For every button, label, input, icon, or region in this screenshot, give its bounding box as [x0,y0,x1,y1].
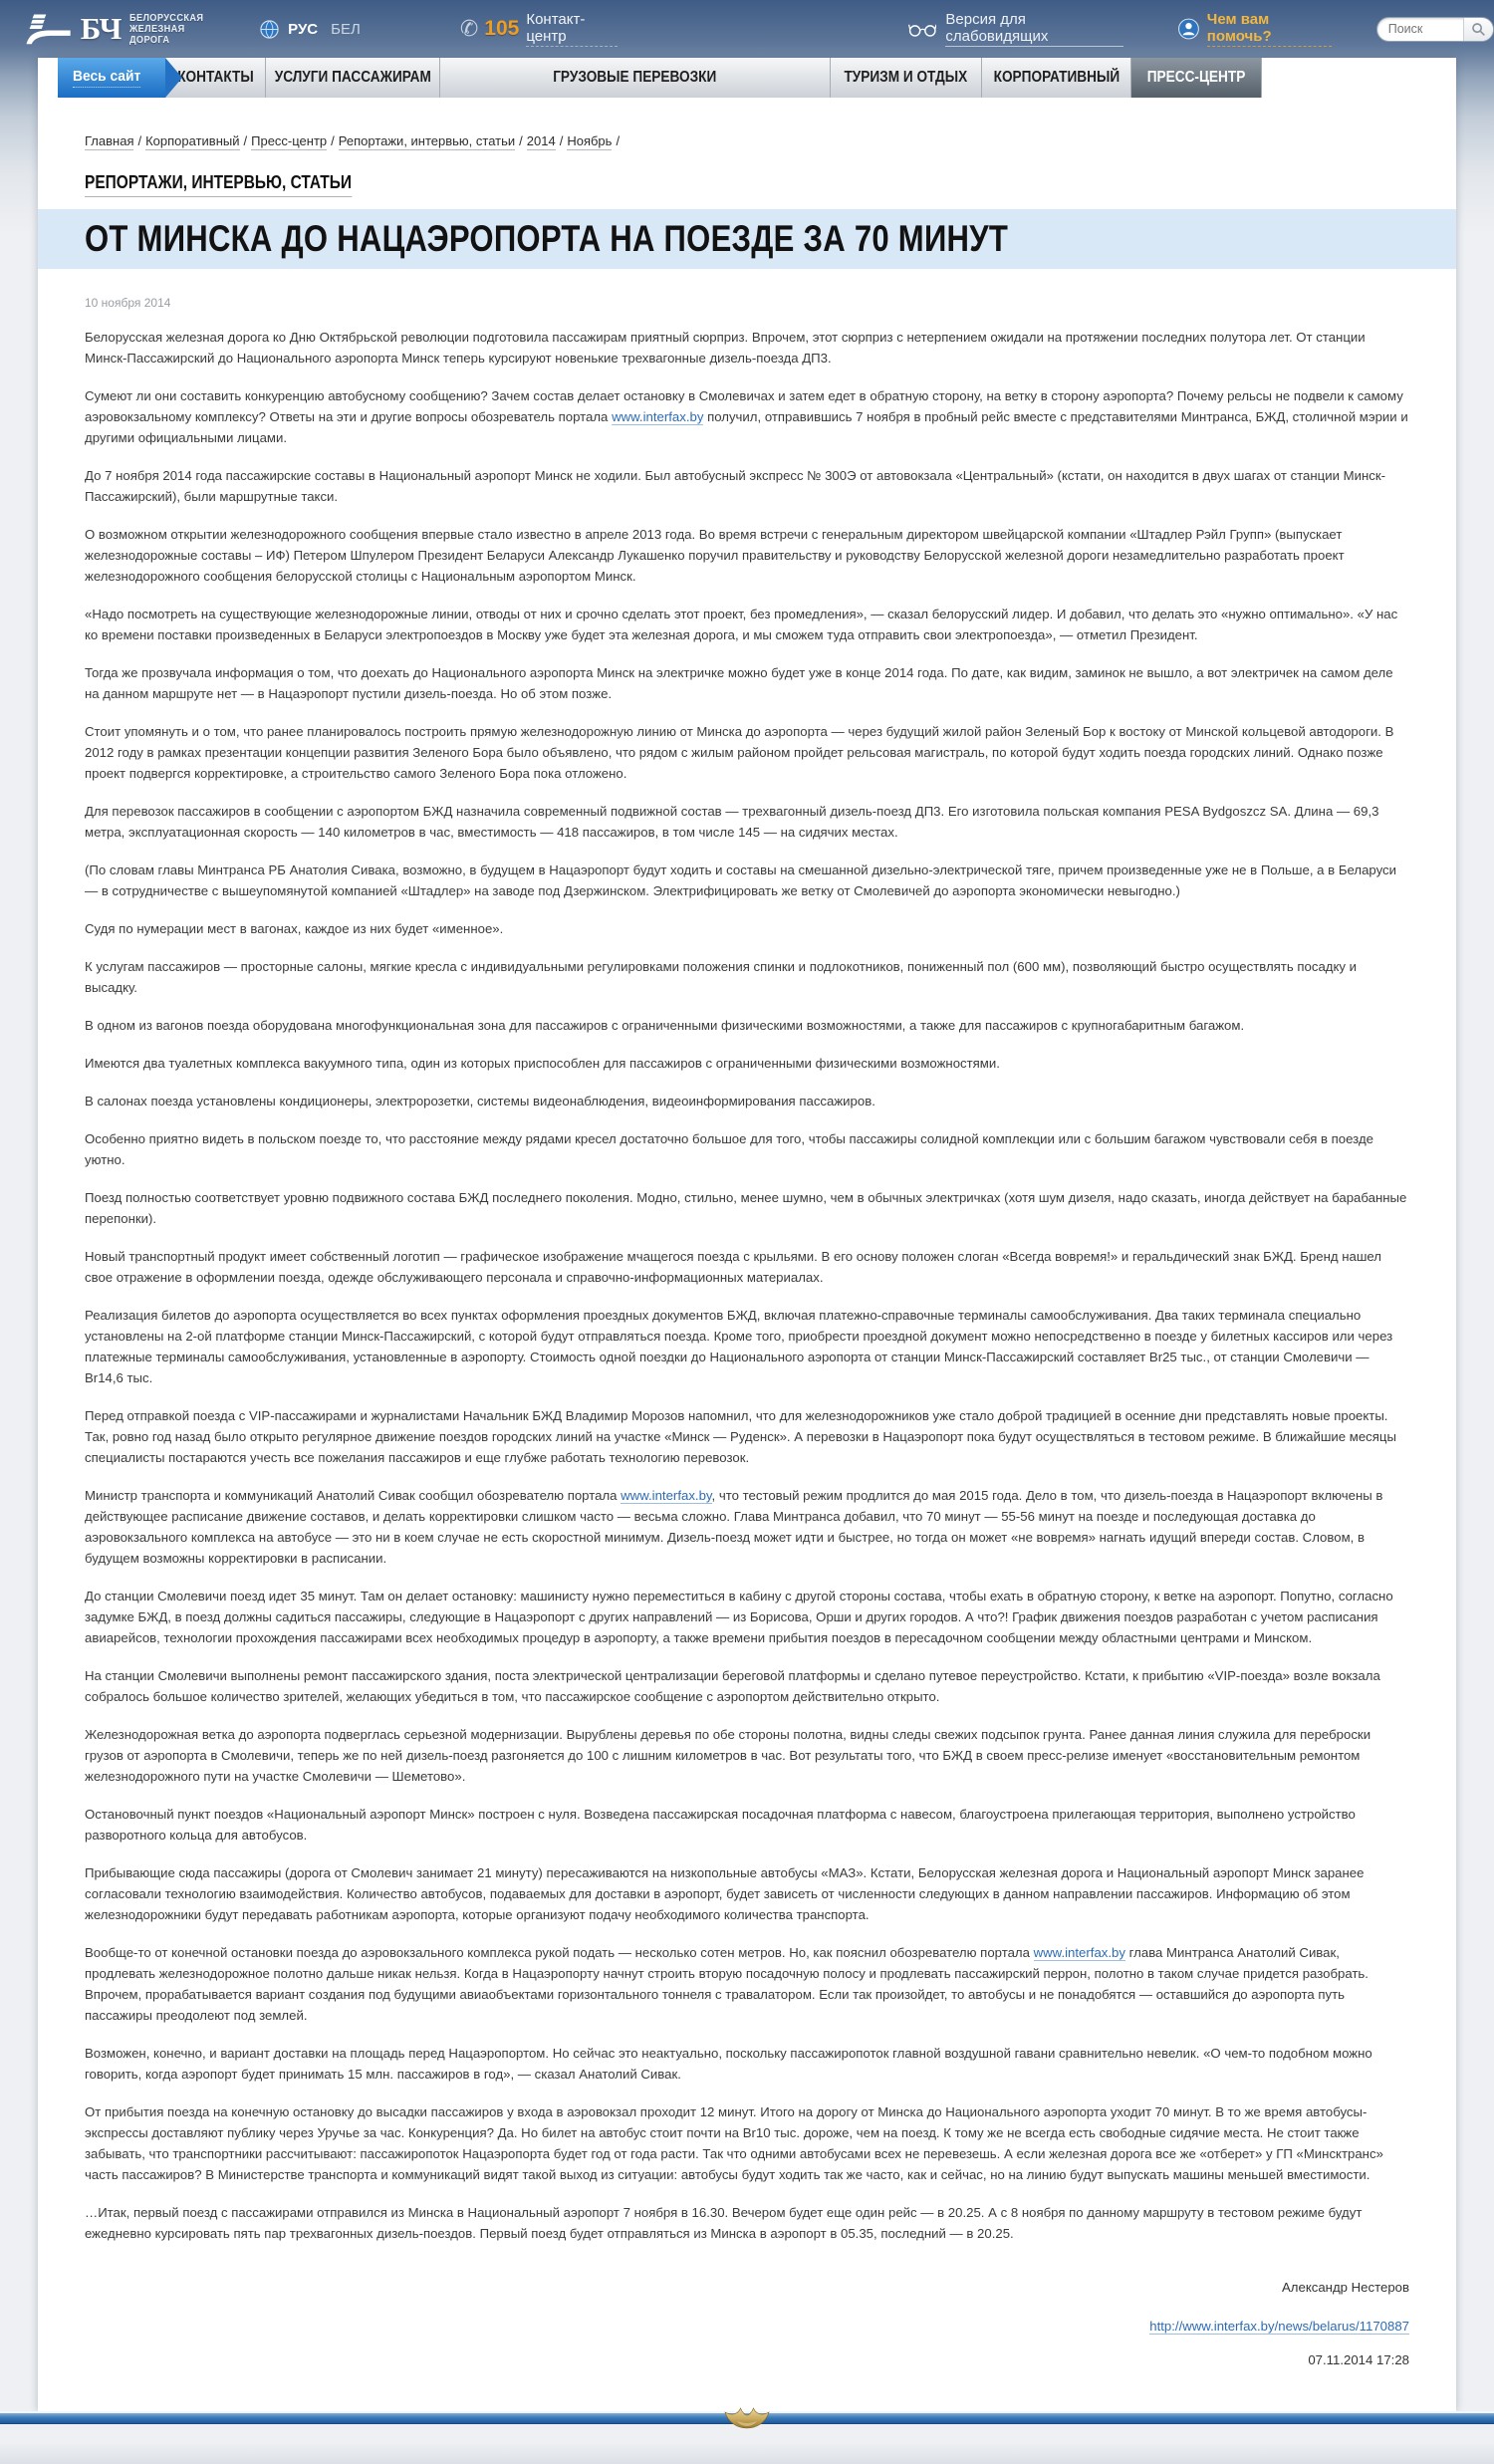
article-title: ОТ МИНСКА ДО НАЦАЭРОПОРТА НА ПОЕЗДЕ ЗА 70 МИНУТ [85,218,1009,259]
top-header-bar [0,0,1494,58]
source-url-link[interactable]: http://www.interfax.by/news/belarus/1170887 [1149,2319,1409,2334]
tab-site-wide-label: Весь сайт [73,68,140,88]
help-label: Чем вам помочь? [1207,11,1332,47]
lang-rus[interactable]: РУС [288,20,319,38]
article-paragraph: Новый транспортный продукт имеет собственный логотип — графическое изображение мчащегося поезда с крыльями. В его основу положен слоган «Всегда вовремя!» и геральдический знак БЖД. Бренд нашел свое отражение в оформлении поезда, одежде обслуживающего персонала и справочно-информационных материалах. [85,1249,1382,1285]
tab-site-wide[interactable] [58,58,165,98]
article-paragraph: Поезд полностью соответствует уровню подвижного состава БЖД последнего поколения. Модно, стильно, менее шумно, чем в обычных электричках (хотя шум дизеля, надо сказать, иногда действует на барабанные перепонки). [85,1190,1407,1226]
article-paragraph: Железнодорожная ветка до аэропорта подверглась серьезной модернизации. Вырублены деревья по обе стороны полотна, видны следы свежих подсыпок грунта. Ранее данная линия служила для переброски грузов от аэропорта в Смолевичи, теперь же по ней дизель-поезд разгоняется до 100 с лишним километров в час. Вот результаты того, что БЖД в своем пресс-релизе именует «восстановительным ремонтом железнодорожного пути на участке Смолевичи — Шеметово». [85,1727,1371,1784]
section-title-link[interactable]: РЕПОРТАЖИ, ИНТЕРВЬЮ, СТАТЬИ [85,172,352,197]
article-paragraph: Белорусская железная дорога ко Дню Октябрьской революции подготовила пассажирам приятный сюрприз. Впрочем, этот сюрприз с нетерпением ожидали на протяжении последних полутора лет. От станции Минск-Пассажирский до Национального аэропорта Минск теперь курсируют новенькие трехвагонные дизель-поезда ДП3. [85,330,1366,366]
article-paragraph: (По словам главы Минтранса РБ Анатолия Сивака, возможно, в будущем в Нацаэропорт будут ходить и составы на смешанной дизельно-электрической тяге, причем произведенные уже не в Польше, а в Беларуси — в сотрудничестве с вышеупомянутой компанией «Штадлер» на заводе под Дзержинском. Электрифицировать же ветку от Смолевичей до аэропорта экономически невыгодно.) [85,862,1396,898]
nav-tab-label: КОНТАКТЫ [176,69,254,86]
nav-tab-4[interactable] [830,58,981,98]
breadcrumb-link[interactable]: Репортажи, интервью, статьи [338,133,516,148]
person-icon [1178,18,1199,40]
article-paragraph: Министр транспорта и коммуникаций Анатолий Сивак сообщил обозревателю портала www.interfax.by, что тестовый режим продлится до мая 2015 года. Дело в том, что дизель-поезда в Нацаэропорт включены в действующее расписание движение составов, и делать корректировки слишком часто — весьма сложно. Глава Минтранса добавил, что 70 минут — 55-56 минут на поезде и последующая доставка до аэровокзального комплекса на автобусе — это ни в коем случае не есть скоростной минимум. Дизель-поезд может идти и быстрее, но тогда он может «не вовремя» нагнать идущий впереди состав. Словом, в будущем возможны корректировки в расписании. [85,1488,1383,1566]
article-paragraph: Сумеют ли они составить конкуренцию автобусному сообщению? Зачем состав делает остановку в Смолевичах и затем едет в обратную сторону, на ветку в сторону аэропорта? Почему рельсы не подвели к самому аэровокзальному комплексу? Ответы на эти и другие вопросы обозреватель портала www.interfax.by получил, отправившись 7 ноября в пробный рейс вместе с представителями Минтранса, БЖД, столичной мэрии и другими официальными лицами. [85,388,1408,445]
article-paragraph: Для перевозок пассажиров в сообщении с аэропортом БЖД назначила современный подвижной состав — трехвагонный дизель-поезд ДП3. Его изготовила польская компания PESA Bydgoszcz SA. Длина — 69,3 метра, эксплуатационная скорость — 140 километров в час, вместимость — 418 пассажиров, в том числе 145 — на сидячих местах. [85,804,1379,840]
breadcrumb-separator: / [559,133,564,148]
nav-tab-5[interactable] [981,58,1130,98]
article-body [85,327,1409,2244]
contact-center [460,11,618,47]
article-paragraph: Остановочный пункт поездов «Национальный аэропорт Минск» построен с нуля. Возведена пассажирская посадочная платформа с навесом, благоустроена прилегающая территория, выполнено устройство разворотного кольца для автобусов. [85,1807,1356,1843]
breadcrumb-separator: / [137,133,142,148]
article-paragraph: До 7 ноября 2014 года пассажирские составы в Национальный аэропорт Минск не ходили. Был автобусный экспресс № 300Э от автовокзала «Центральный» (кстати, он находится в двух шагах от станции Минск-Пассажирский), были маршрутные такси. [85,468,1386,504]
contact-center-link[interactable]: Контакт-центр [526,11,618,47]
gold-wings-emblem-icon [723,2403,771,2431]
breadcrumb-separator: / [519,133,523,148]
breadcrumb [85,98,1409,148]
search-input[interactable] [1377,22,1463,36]
breadcrumb-link[interactable]: Пресс-центр [251,133,328,148]
article-title-band [38,209,1456,269]
nav-tab-2[interactable] [265,58,439,98]
accessibility-link[interactable] [908,11,1123,47]
language-switcher [260,20,361,39]
logo-name: БЕЛОРУССКАЯ ЖЕЛЕЗНАЯ ДОРОГА [129,12,204,46]
lang-bel[interactable]: БЕЛ [331,20,361,38]
footer-bar [0,2411,1494,2424]
article-paragraph: Тогда же прозвучала информация о том, что доехать до Национального аэропорта Минск на электричке можно будет уже в конце 2014 года. По дате, как видим, заминок не вышло, а вот электричек на самом деле на данном маршруте нет — в Нацаэропорт пустили дизель-поезда. Но об этом позже. [85,665,1393,701]
nav-tab-label: ПРЕСС-ЦЕНТР [1146,69,1246,86]
bch-logo[interactable] [25,9,230,49]
inline-link[interactable]: www.interfax.by [1033,1945,1125,1960]
contact-phone: 105 [484,17,520,40]
inline-link[interactable]: www.interfax.by [621,1488,712,1503]
article-paragraph: Перед отправкой поезда с VIP-пассажирами и журналистами Начальник БЖД Владимир Морозов напомнил, что для железнодорожников уже стало доброй традицией в осенние дни представлять новые проекты. Так, ровно год назад было открыто регулярное движение поездов городских линий на участке «Минск — Руденск». А перевозки в Нацаэропорт пока будут осуществляться в тестовом режиме. В ближайшие месяцы специалисты постараются учесть все пожелания пассажиров и еще глубже работать технологию перевозок. [85,1408,1396,1465]
article-paragraph: На станции Смолевичи выполнены ремонт пассажирского здания, поста электрической централизации береговой платформы и сделано путевое переустройство. Кстати, к прибытию «VIP-поезда» возле вокзала собралось большое количество зрителей, желающих убедиться в том, что пассажирское сообщение с аэропортом действительно открыто. [85,1668,1380,1704]
article-author: Александр Нестеров [1282,2280,1409,2295]
accessibility-label: Версия для слабовидящих [945,11,1122,47]
article-container [38,98,1456,197]
nav-tab-label: КОРПОРАТИВНЫЙ [993,69,1120,86]
breadcrumb-separator: / [331,133,335,148]
article-paragraph: В салонах поезда установлены кондиционеры, электророзетки, системы видеонаблюдения, видеоинформирования пассажиров. [85,1094,875,1109]
article-paragraph: Возможен, конечно, и вариант доставки на площадь перед Нацаэропортом. Но сейчас это неактуально, поскольку пассажиропоток главной воздушной гавани сравнительно невелик. «О чем-то подобном можно говорить, когда аэропорт будет принимать 15 млн. пассажиров в год», — сказал Анатолий Сивак. [85,2046,1372,2082]
breadcrumb-link[interactable]: 2014 [526,133,556,148]
article-paragraph: К услугам пассажиров — просторные салоны, мягкие кресла с индивидуальными регулировками положения спинки и подлокотников, пониженный пол (600 мм), позволяющий быстро осуществлять посадку и высадку. [85,959,1358,995]
article-paragraph: «Надо посмотреть на существующие железнодорожные линии, отводы от них и срочно сделать этот проект, без промедления», — сказал белорусский лидер. И добавил, что делать это «нужно оптимально». «У нас ко времени поставки произведенных в Беларуси электропоездов в Москву уже будет эта железная дорога, и мы сможем туда отправить свои электропоезда», — отметил Президент. [85,607,1398,642]
source-datetime: 07.11.2014 17:28 [1308,2352,1409,2367]
article-paragraph: Особенно приятно видеть в польском поезде то, что расстояние между рядами кресел достаточно большое для того, чтобы пассажиры солидной комплекции или с большим багажом чувствовали себя в поезде уютно. [85,1131,1373,1167]
glasses-icon [908,21,937,38]
article-date: 10 ноября 2014 [85,296,171,310]
article-paragraph: О возможном открытии железнодорожного сообщения впервые стало известно в апреле 2013 года. Во время встречи с генеральным директором швейцарской компании «Штадлер Рэйл Групп» (выпускает железнодорожные составы – ИФ) Петером Шпулером Президент Беларуси Александр Лукашенко поручил правительству и руководству Белорусской железной дороги незамедлительно разработать проект железнодорожного сообщения белорусской столицы с Национальным аэропортом Минск. [85,527,1345,584]
article-paragraph: Прибывающие сюда пассажиры (дорога от Смолевич занимает 21 минуту) пересаживаются на низкопольные автобусы «МАЗ». Кстати, Белорусская железная дорога и Национальный аэропорт Минск заранее согласовали технологию взаимодействия. Количество автобусов, подаваемых для доставки в аэропорт, будет зависеть от численности следующих в данном направлении пассажиров. Информацию об этом железнодорожники будут передавать работникам аэропорта, которые организуют подачу необходимого количества транспорта. [85,1865,1365,1922]
nav-tab-label: ТУРИЗМ И ОТДЫХ [844,69,968,86]
nav-tab-6[interactable] [1130,58,1261,98]
nav-tab-label: УСЛУГИ ПАССАЖИРАМ [274,69,431,86]
article-paragraph: Реализация билетов до аэропорта осуществляется во всех пунктах оформления проездных документов БЖД, включая платежно-справочные терминалы самообслуживания. Два таких терминала специально установлены на 2-ой платформе станции Минск-Пассажирский, с которой будут отправляться поезда. Кроме того, приобрести проездной документ можно непосредственно в поезде у билетных кассиров или через платежные терминалы самообслуживания, установленные в аэропорту. Стоимость одной поездки до Национального аэропорта от станции Минск-Пассажирский составляет Br25 тыс., от станции Смолевичи — Br14,6 тыс. [85,1308,1393,1385]
article-byline [85,2280,1409,2411]
main-panel [38,58,1456,2411]
article-paragraph: Судя по нумерации мест в вагонах, каждое из них будет «именное». [85,921,504,936]
phone-icon: ✆ [459,16,479,41]
breadcrumb-link[interactable]: Корпоративный [145,133,240,148]
breadcrumb-separator: / [243,133,248,148]
logo-abbr: БЧ [80,11,123,46]
nav-tab-label: ГРУЗОВЫЕ ПЕРЕВОЗКИ [553,69,717,86]
article-paragraph: От прибытия поезда на конечную остановку до высадки пассажиров у входа в аэровокзал проходит 12 минут. Итого на дорогу от Минска до Национального аэропорта уходит 70 минут. В то же время автобусы-экспрессы доставляют публику через Уручье за час. Конкуренция? Да. Но билет на автобус стоит почти на Br10 тыс. дороже, чем на поезд. К тому же не всегда есть свободные сидячие места. Не стоит также забывать, что транспортники рассчитывают: пассажиропоток Нацаэропорта будет год от года расти. Так что одними автобусами всех не перевезешь. А если железная дорога все же «отберет» у ГП «Минсктранс» часть пассажиров? В Министерстве транспорта и коммуникаций видят такой выход из ситуации: автобусы будут ходить так же часто, как и сейчас, но на линию будут выпускать машины меньшей вместимости. [85,2104,1383,2182]
article-paragraph: В одном из вагонов поезда оборудована многофункциональная зона для пассажиров с ограниченными физическими возможностями, а также для пассажиров с крупногабаритным багажом. [85,1018,1245,1033]
article-paragraph: Вообще-то от конечной остановки поезда до аэровокзального комплекса рукой подать — несколько сотен метров. Но, как пояснил обозревателю портала www.interfax.by глава Минтранса Анатолий Сивак, продлевать железнодорожное полотно дальше никак нельзя. Когда в Нацаэропорту начнут строить вторую посадочную полосу и продлевать пассажирский перрон, полотно в таком случае придется разобрать. Впрочем, прорабатывается вариант создания под будущими авиаобъектами горизонтального тоннеля с травалатором. Если так произойдет, то автобусы и не понадобятся — оставшийся до аэропорта путь пассажиры преодолеют под землей. [85,1945,1369,2023]
help-link[interactable] [1178,11,1332,47]
magnifier-icon [1471,22,1486,37]
article-paragraph: До станции Смолевичи поезд идет 35 минут. Там он делает остановку: машинисту нужно переместиться в кабину с другой стороны состава, чтобы ехать в обратную сторону, к ветке на аэропорт. Попутно, согласно задумке БЖД, в поезд должны садиться пассажиры, следующие в Нацаэропорт с других направлений — из Борисова, Орши и других городов. А что?! График движения поездов разработан с учетом расписания авиарейсов, технологии прохождения пассажирами всех необходимых процедур в аэропорту, а также времени прибытия поездов в пересадочном сообщении между областными центрами и Минском. [85,1589,1393,1645]
breadcrumb-link[interactable]: Ноябрь [567,133,613,148]
search-box [1376,17,1494,42]
globe-icon [260,20,279,39]
article-paragraph: …Итак, первый поезд с пассажирами отправился из Минска в Национальный аэропорт 7 ноября в 16.30. Вечером будет еще один рейс — в 20.25. А с 8 ноября по данному маршруту в тестовом режиме будут ежедневно курсировать пять пар трехвагонных дизель-поездов. Первый поезд будет отправляться из Минска в аэропорт в 05.35, последний — в 20.25. [85,2205,1363,2241]
breadcrumb-link[interactable]: Главная [85,133,134,148]
nav-tabs [38,58,1456,98]
inline-link[interactable]: www.interfax.by [612,409,704,424]
search-button[interactable] [1463,18,1493,41]
nav-tabs-filler [1261,58,1456,98]
breadcrumb-separator: / [616,133,621,148]
nav-tab-3[interactable] [439,58,830,98]
bch-rail-emblem-icon [25,9,74,49]
article-paragraph: Стоит упомянуть и о том, что ранее планировалось построить прямую железнодорожную линию от Минска до аэропорта — через будущий жилой район Зеленый Бор к востоку от Минской кольцевой автодороги. В 2012 году в рамках презентации концепции развития Зеленого Бора было объявлено, что рядом с жилым районом пройдет рельсовая магистраль, по которой будут ходить поезда городских линий. Однако позже проект подвергся корректировке, а строительство самого Зеленого Бора пока отложено. [85,724,1394,781]
article-paragraph: Имеются два туалетных комплекса вакуумного типа, один из которых приспособлен для пассажиров с ограниченными физическими возможностями. [85,1056,1000,1071]
